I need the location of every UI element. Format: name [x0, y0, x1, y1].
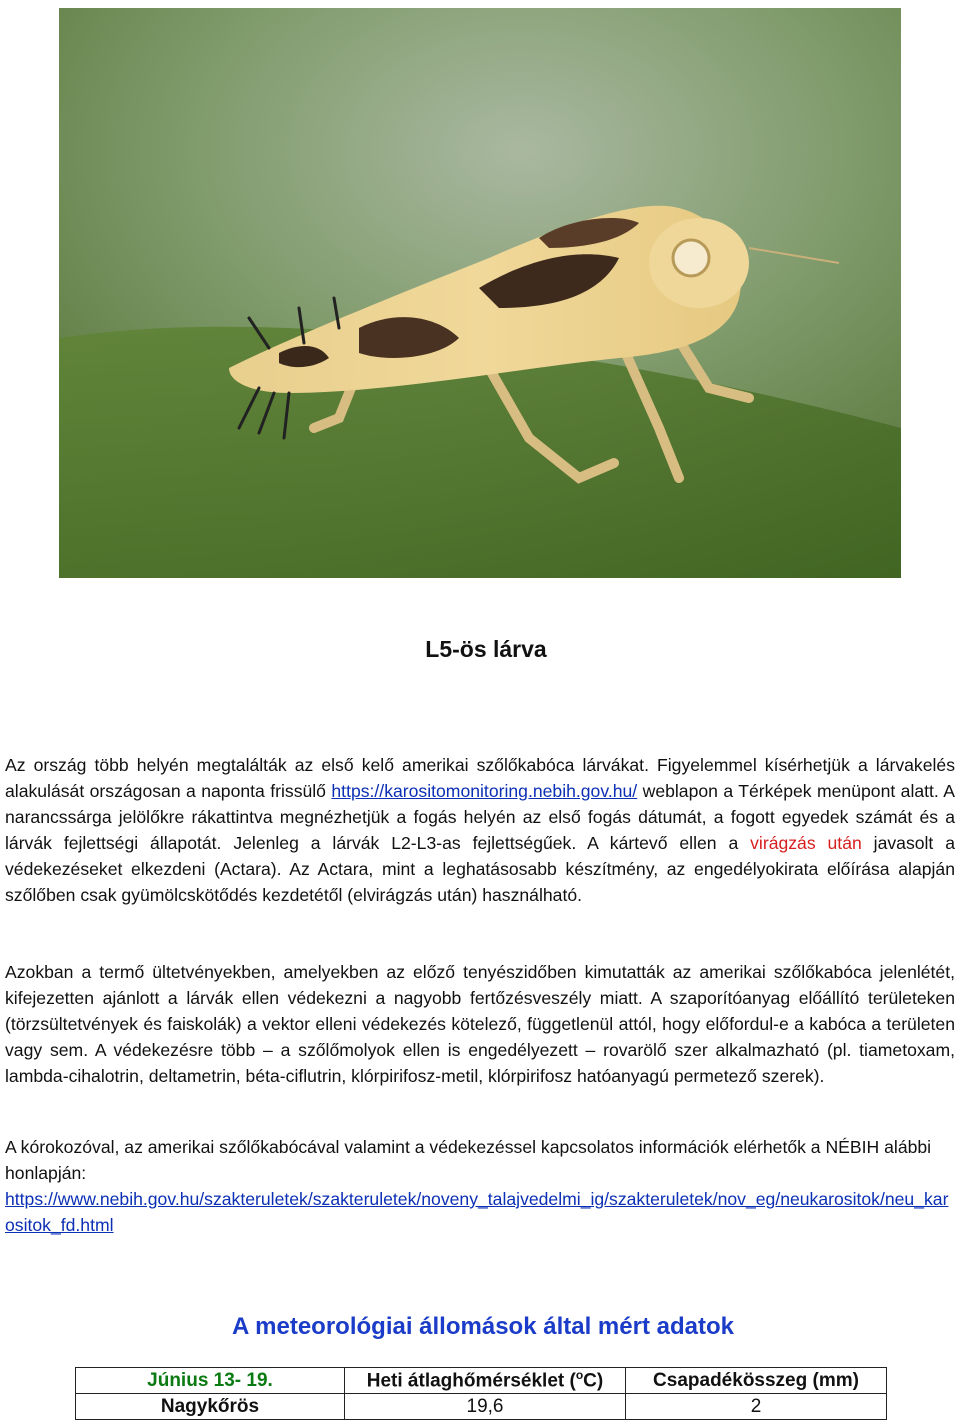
temperature-value: 19,6: [345, 1394, 626, 1420]
paragraph1-part1: Az ország több helyén megtalálták az első kelő amerikai szőlőkabóca lárvákat. Figyelemmel kísérhetjük a lárvakelés alakulását országosan a naponta frissülő: [5, 755, 955, 801]
header-temp-sup: o: [575, 1368, 584, 1383]
header-temp-label: Heti átlaghőmérséklet (: [366, 1370, 576, 1392]
photo-illustration: [59, 8, 901, 578]
table-row: [76, 1394, 887, 1420]
header-temperature: [345, 1368, 626, 1394]
paragraph-nebih-info: [5, 1134, 955, 1238]
precipitation-value: 2: [626, 1394, 887, 1420]
highlight-after-flowering: virágzás után: [750, 833, 862, 853]
nebih-link[interactable]: https://www.nebih.gov.hu/szakteruletek/szakteruletek/noveny_talajvedelmi_ig/szakteruletek/nov_eg/neukarositok/neu_karositok_fd.html: [5, 1189, 949, 1235]
meteo-heading: A meteorológiai állomások által mért adatok: [232, 1313, 734, 1340]
paragraph1-part2: weblapon a Térképek menüpont alatt. A narancssárga jelölőkre rákattintva megnézhetjük a fogás helyén az első fogás dátumát, a fogott egyedek számát és a lárvák fejlettségi állapotát. Jelenleg a lárvák L2-L3-as fejlettségűek. A kártevő ellen a: [5, 781, 955, 853]
paragraph-protection: Azokban a termő ültetvényekben, amelyekben az előző tenyészidőben kimutatták az amerikai szőlőkabóca jelenlétét, kifejezetten ajánlott a lárvák ellen védekezni a nagyobb fertőzésveszély miatt. A szaporítóanyag előállító területeken (törzsültetvények és faiskolák) a vektor elleni védekezés kötelező, függetlenül attól, hogy előfordul-e a kabóca a területen vagy sem. A védekezésre több – a szőlőmolyok ellen is engedélyezett – rovarölő szer alkalmazható (pl. tiametoxam, lambda-cihalotrin, deltametrin, béta-ciflutrin, klórpirifosz-metil, klórpirifosz hatóanyagú permetező szerek).: [5, 962, 955, 1086]
monitoring-link[interactable]: https://karositomonitoring.nebih.gov.hu/: [331, 781, 638, 801]
meteo-table: [75, 1367, 887, 1420]
leafhopper-larva-photo: [59, 8, 901, 578]
station-name: Nagykőrös: [76, 1394, 345, 1420]
paragraph-larvae-monitoring: [5, 752, 955, 908]
photo-caption: L5-ös lárva: [425, 636, 547, 662]
paragraph1-part3: javasolt a védekezéseket elkezdeni (Actara). Az Actara, mint a leghatásosabb készítmény, az engedélyokirata előírása alapján szőlőben csak gyümölcskötődés kezdetétől (elvirágzás után) használható.: [5, 833, 955, 905]
nebih-info-text: A kórokozóval, az amerikai szőlőkabócával valamint a védekezéssel kapcsolatos információk elérhetők a NÉBIH alábbi honlapján:: [5, 1137, 932, 1183]
header-precipitation: Csapadékösszeg (mm): [626, 1368, 887, 1394]
meteo-header-row: [76, 1368, 887, 1394]
header-temp-end: C): [583, 1370, 604, 1392]
header-date: Június 13- 19.: [76, 1368, 345, 1394]
